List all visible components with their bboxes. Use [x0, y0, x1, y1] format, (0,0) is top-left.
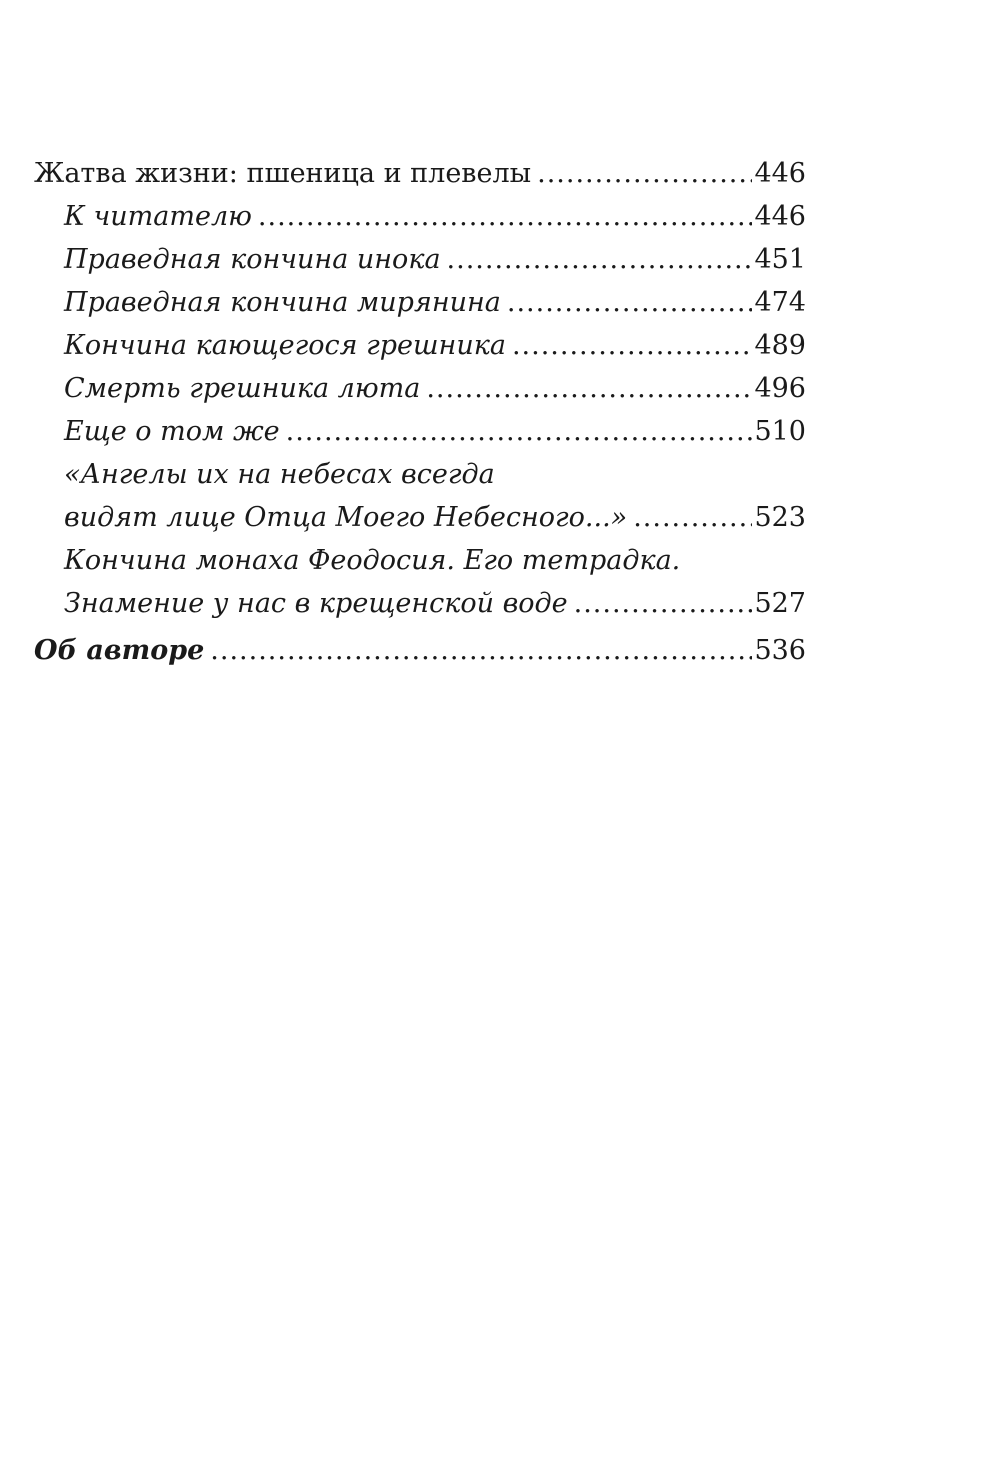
dot-leader	[426, 367, 752, 410]
toc-entry	[34, 238, 806, 281]
dot-leader	[633, 496, 752, 539]
toc-entry-title: Смерть грешника люта	[64, 373, 421, 404]
toc-entry-title: Кончина кающегося грешника	[64, 330, 506, 361]
toc-entry-title: видят лице Отца Моего Небесного...»	[64, 502, 628, 533]
toc-entry	[34, 496, 806, 539]
toc-entry-page: 474	[754, 287, 806, 318]
toc-entry-page: 523	[754, 502, 806, 533]
toc-entry-page: 496	[754, 373, 806, 404]
toc-entry-title-line1: «Ангелы их на небесах всегда	[64, 459, 495, 490]
toc-entry-title: Об авторе	[34, 635, 205, 666]
dot-leader	[537, 152, 752, 195]
toc-entry	[34, 582, 806, 625]
toc-entry-page: 536	[754, 635, 806, 666]
toc-entry-page: 489	[754, 330, 806, 361]
toc-entry-page: 446	[754, 201, 806, 232]
dot-leader	[574, 582, 753, 625]
toc-entry-page: 451	[754, 244, 806, 275]
dot-leader	[210, 629, 752, 672]
toc-entry-page: 446	[754, 158, 806, 189]
toc-entry-title: Еще о том же	[64, 416, 280, 447]
toc-entry	[34, 324, 806, 367]
toc-entry-title: К читателю	[64, 201, 252, 232]
toc-entry-main	[34, 152, 806, 195]
toc-entry-about-author	[34, 629, 806, 672]
dot-leader	[447, 238, 753, 281]
dot-leader	[512, 324, 753, 367]
toc-entry-title: Праведная кончина мирянина	[64, 287, 501, 318]
table-of-contents	[34, 152, 806, 672]
toc-entry	[34, 367, 806, 410]
toc-entry-page: 510	[754, 416, 806, 447]
toc-entry-title: Жатва жизни: пшеница и плевелы	[34, 158, 532, 189]
toc-entry-page: 527	[754, 588, 806, 619]
toc-entry	[34, 195, 806, 238]
dot-leader	[258, 195, 753, 238]
dot-leader	[507, 281, 753, 324]
toc-entry	[34, 410, 806, 453]
dot-leader	[286, 410, 753, 453]
toc-entry-title: Праведная кончина инока	[64, 244, 441, 275]
toc-entry	[34, 281, 806, 324]
toc-entry-title-line1: Кончина монаха Феодосия. Его тетрадка.	[64, 545, 681, 576]
toc-entry-title: Знамение у нас в крещенской воде	[64, 588, 568, 619]
